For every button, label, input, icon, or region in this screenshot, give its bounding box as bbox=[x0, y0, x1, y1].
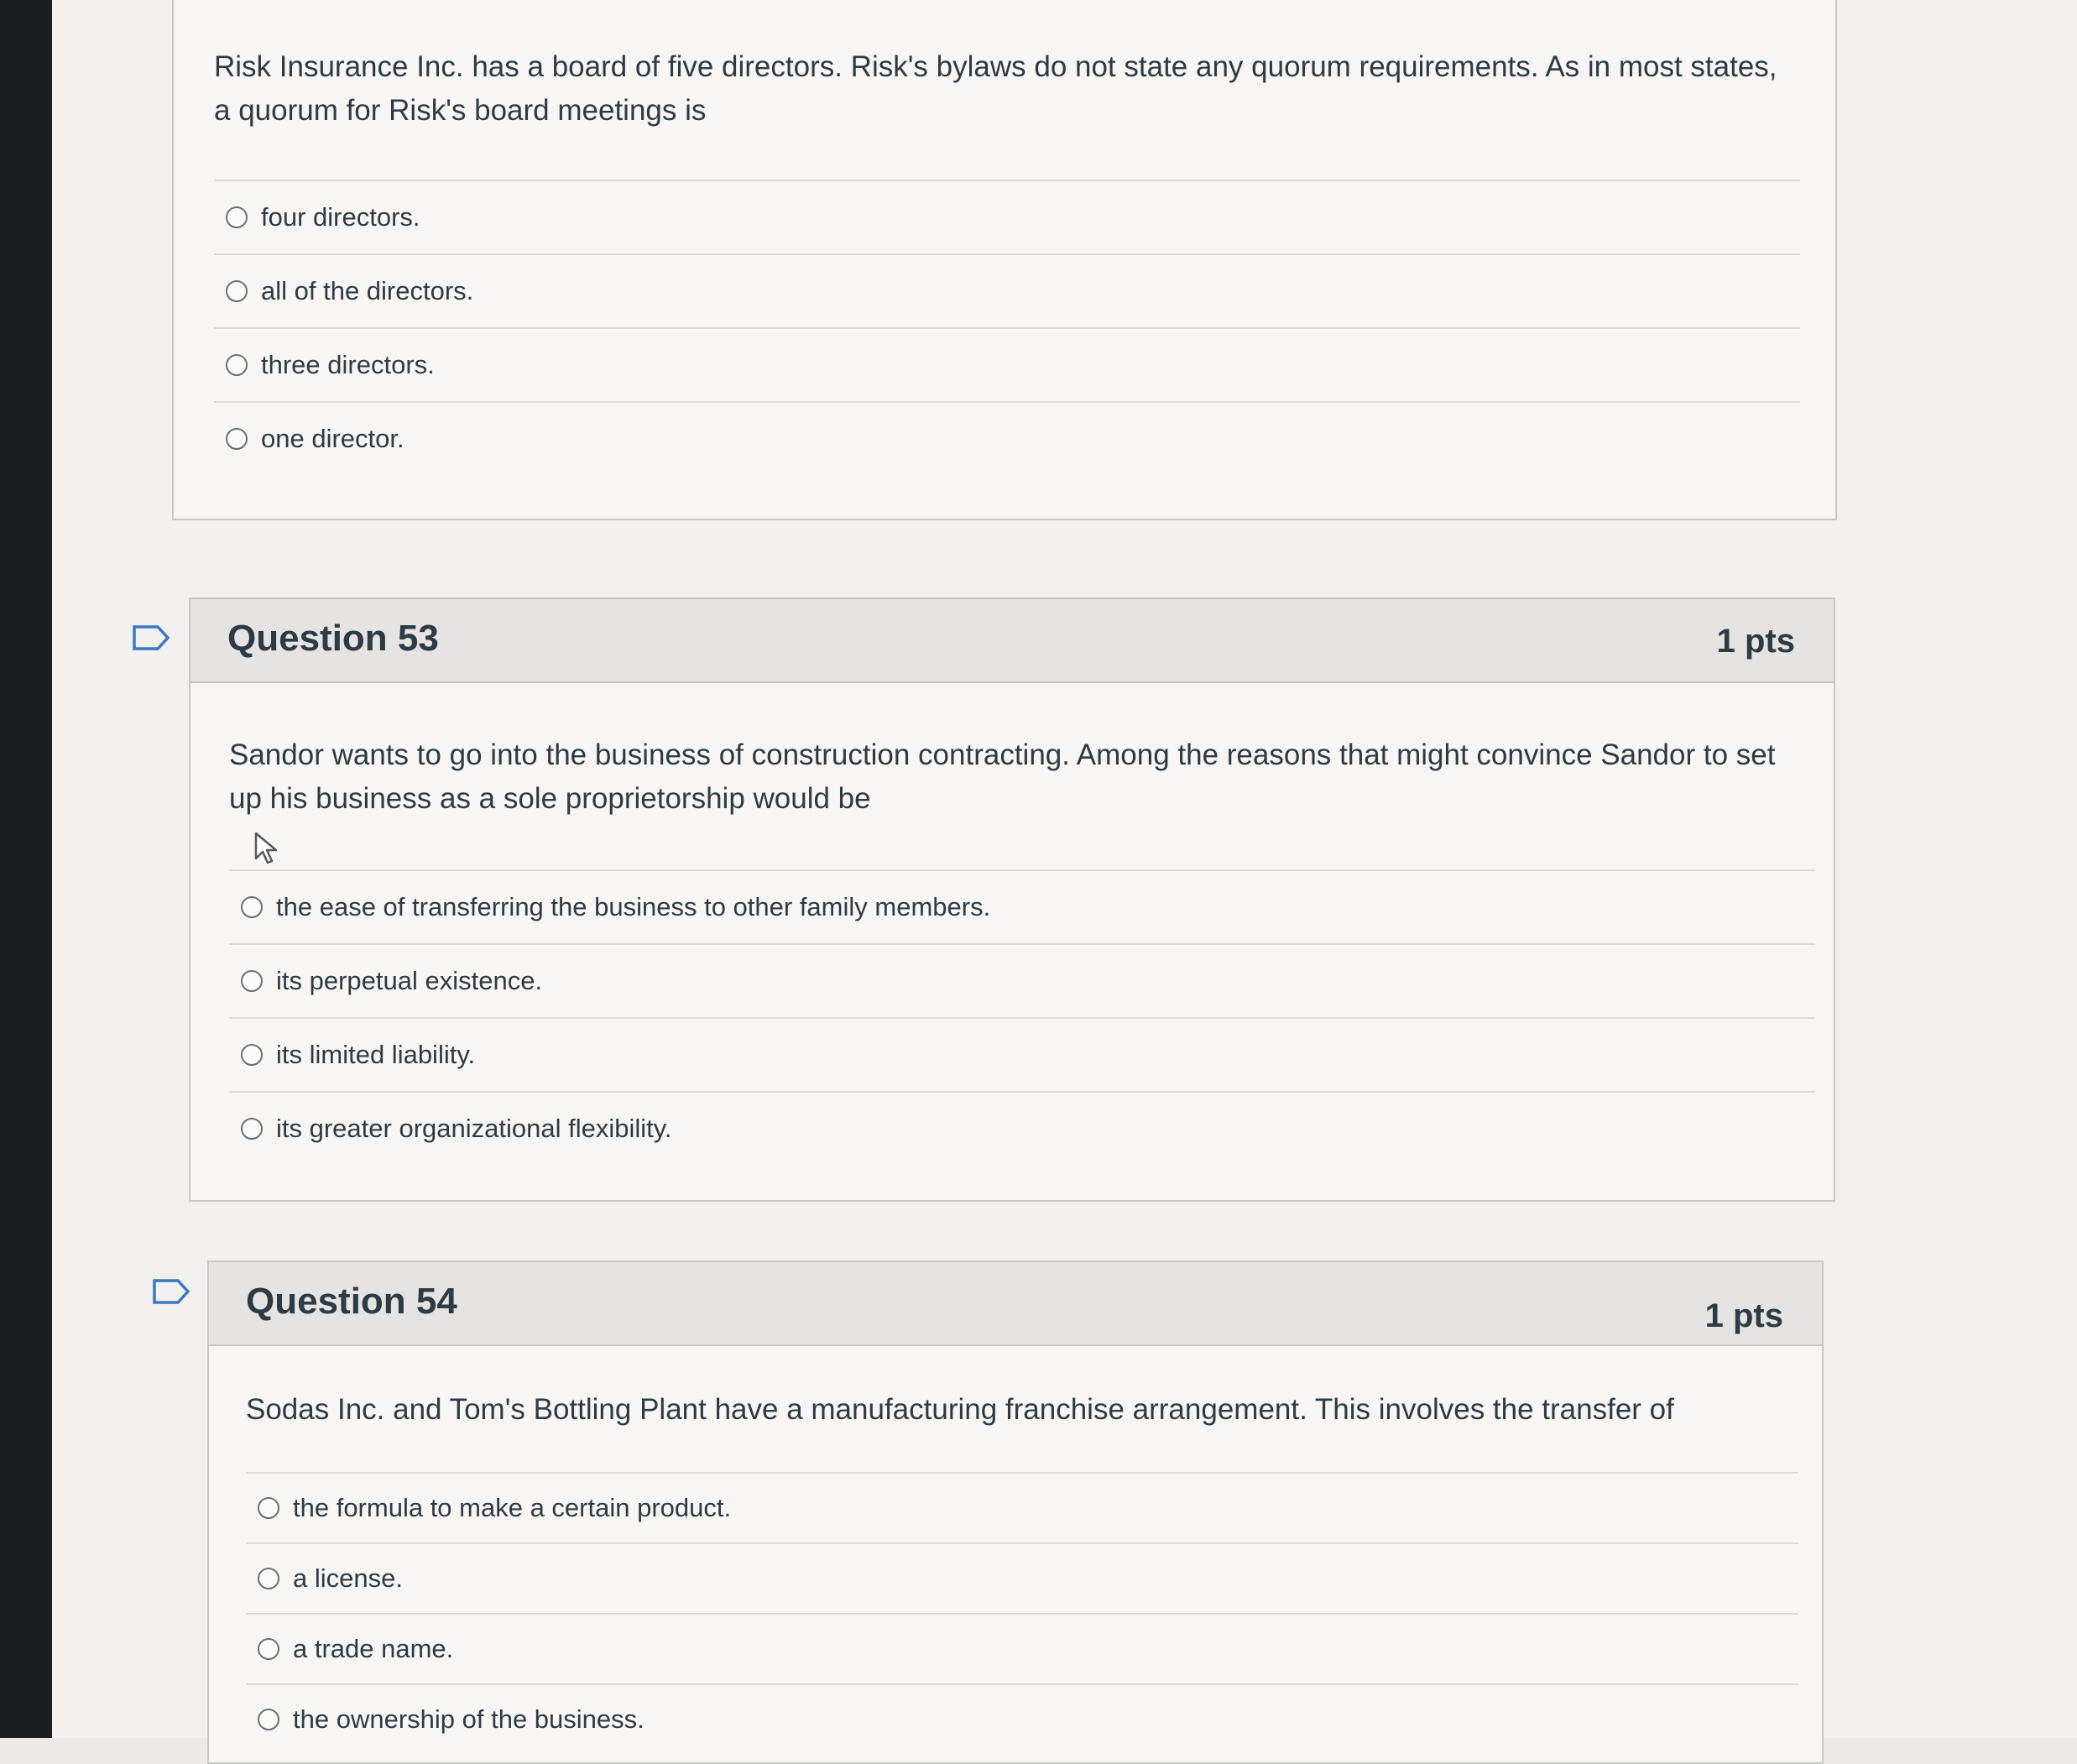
question-54-header bbox=[209, 1262, 1822, 1346]
answer-label: one director. bbox=[261, 424, 404, 453]
question-53-points: 1 pts bbox=[1716, 623, 1795, 660]
answer-label: the ease of transferring the business to other family members. bbox=[276, 892, 991, 921]
question-54-title: Question 54 bbox=[246, 1281, 457, 1322]
answer-option[interactable] bbox=[229, 1017, 1815, 1091]
answer-option[interactable] bbox=[214, 253, 1800, 327]
question-53-answers bbox=[229, 869, 1815, 1165]
radio-button[interactable] bbox=[241, 1118, 263, 1140]
question-53-card bbox=[189, 598, 1835, 1202]
flag-question-icon[interactable] bbox=[153, 1279, 190, 1304]
answer-option[interactable] bbox=[229, 943, 1815, 1017]
question-54-card bbox=[207, 1260, 1824, 1764]
answer-label: the ownership of the business. bbox=[293, 1704, 644, 1734]
answer-option[interactable] bbox=[229, 1091, 1815, 1165]
answer-option[interactable] bbox=[246, 1613, 1798, 1683]
radio-button[interactable] bbox=[226, 280, 248, 302]
radio-button[interactable] bbox=[258, 1568, 279, 1589]
flag-question-icon[interactable] bbox=[133, 625, 170, 650]
radio-button[interactable] bbox=[258, 1709, 279, 1730]
answer-label: four directors. bbox=[261, 202, 420, 232]
mouse-pointer-icon bbox=[253, 831, 282, 866]
answer-option[interactable] bbox=[246, 1542, 1798, 1613]
question-53-header bbox=[190, 599, 1834, 683]
question-53-title: Question 53 bbox=[227, 618, 439, 659]
radio-button[interactable] bbox=[241, 970, 263, 992]
question-54-answers bbox=[246, 1472, 1798, 1754]
answer-option[interactable] bbox=[214, 327, 1800, 401]
answer-option[interactable] bbox=[214, 180, 1800, 253]
question-52-text: Risk Insurance Inc. has a board of five directors. Risk's bylaws do not state any quorum requirements. As in most states, a quorum for Risk's board meetings is bbox=[214, 50, 1777, 127]
answer-option[interactable] bbox=[214, 401, 1800, 475]
answer-label: three directors. bbox=[261, 350, 435, 379]
answer-label: all of the directors. bbox=[261, 276, 474, 305]
monitor-bezel bbox=[0, 0, 52, 1738]
question-54-points: 1 pts bbox=[1704, 1297, 1783, 1334]
radio-button[interactable] bbox=[258, 1638, 279, 1660]
question-52-answers bbox=[214, 180, 1800, 475]
radio-button[interactable] bbox=[258, 1497, 279, 1519]
answer-label: its greater organizational flexibility. bbox=[276, 1114, 672, 1143]
radio-button[interactable] bbox=[226, 354, 248, 376]
answer-label: its limited liability. bbox=[276, 1040, 476, 1069]
answer-label: a trade name. bbox=[293, 1634, 454, 1663]
answer-option[interactable] bbox=[229, 869, 1815, 943]
question-54-text: Sodas Inc. and Tom's Bottling Plant have a manufacturing franchise arrangement. This involves the transfer of bbox=[246, 1393, 1674, 1426]
answer-label: its perpetual existence. bbox=[276, 966, 543, 995]
question-52-card bbox=[172, 0, 1837, 520]
radio-button[interactable] bbox=[241, 896, 263, 918]
radio-button[interactable] bbox=[226, 428, 248, 450]
radio-button[interactable] bbox=[241, 1044, 263, 1066]
answer-label: a license. bbox=[293, 1563, 403, 1593]
answer-option[interactable] bbox=[246, 1683, 1798, 1754]
radio-button[interactable] bbox=[226, 206, 248, 228]
answer-option[interactable] bbox=[246, 1472, 1798, 1542]
answer-label: the formula to make a certain product. bbox=[293, 1493, 732, 1522]
question-53-text: Sandor wants to go into the business of construction contracting. Among the reasons that might convince Sandor to set up his business as a sole proprietorship would be bbox=[229, 738, 1776, 815]
